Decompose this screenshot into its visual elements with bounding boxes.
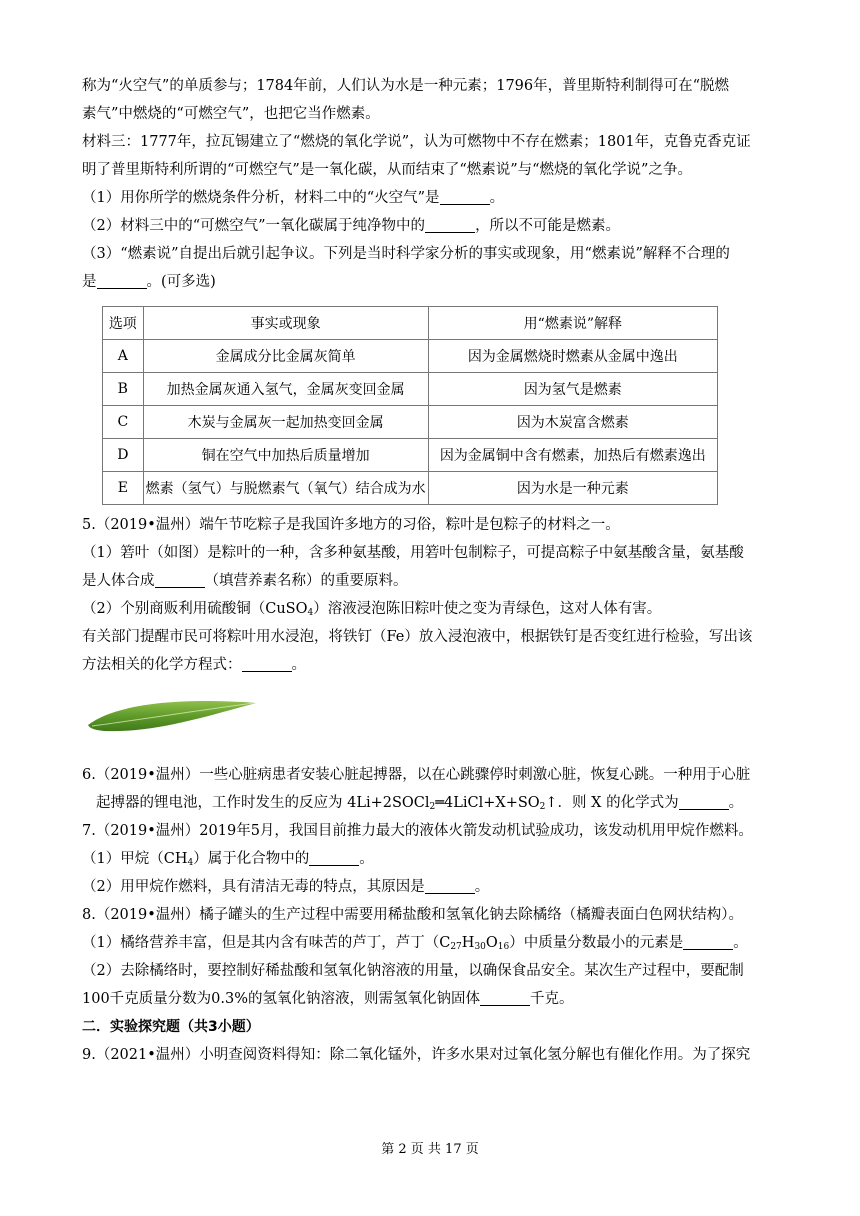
subscript: 2 <box>539 802 546 812</box>
answer-blank[interactable] <box>425 216 475 233</box>
question-text: （2）材料三中的“可燃空气”一氧化碳属于纯净物中的 <box>82 218 426 234</box>
table-row <box>103 406 718 439</box>
question-text: 千克。 <box>530 991 574 1007</box>
question-8-2-cont <box>82 985 782 1013</box>
answer-blank[interactable] <box>480 989 530 1006</box>
table-row <box>103 340 718 373</box>
question-text: 100千克质量分数为0.3%的氢氧化钠溶液，则需氢氧化钠固体 <box>82 991 481 1007</box>
subscript: 30 <box>474 942 486 952</box>
question-text: ═4LiCl+X+SO <box>435 795 540 811</box>
question-text: 。 <box>733 935 748 951</box>
subscript: 2 <box>429 802 436 812</box>
question-text: ）中质量分数最小的元素是 <box>509 935 684 951</box>
question-text: （2）用甲烷作燃料，具有清洁无毒的特点，其原因是 <box>82 879 425 895</box>
question-text: （1）用你所学的燃烧条件分析，材料二中的“火空气”是 <box>82 190 440 206</box>
page-content <box>82 72 782 1069</box>
question-8-1 <box>82 929 782 957</box>
table-header: 事实或现象 <box>143 307 428 340</box>
table-cell: 燃素（氢气）与脱燃素气（氧气）结合成为水 <box>143 472 428 505</box>
question-7-1 <box>82 845 782 873</box>
answer-blank[interactable] <box>683 933 733 950</box>
table-cell: 铜在空气中加热后质量增加 <box>143 439 428 472</box>
question-5-1-cont <box>82 567 782 595</box>
page-footer: 第 2 页 共 17 页 <box>381 1142 479 1157</box>
subscript: 4 <box>187 858 194 868</box>
leaf-image <box>84 689 264 739</box>
question-text: （1）橘络营养丰富，但是其内含有味苦的芦丁，芦丁（C <box>82 935 451 951</box>
question-text: 是人体合成 <box>82 573 155 589</box>
question-text: 。 <box>291 657 306 673</box>
table-cell: A <box>103 340 144 373</box>
table-cell: 因为水是一种元素 <box>428 472 717 505</box>
answer-blank[interactable] <box>242 655 292 672</box>
table-cell: D <box>103 439 144 472</box>
question-text: 。 <box>489 190 505 206</box>
table-cell: 木炭与金属灰一起加热变回金属 <box>143 406 428 439</box>
table-header: 选项 <box>103 307 144 340</box>
question-5-1: （1）箬叶（如图）是粽叶的一种，含多种氨基酸，用箬叶包制粽子，可提高粽子中氨基酸含量，氨基酸 <box>82 545 744 561</box>
question-7-2 <box>82 873 782 901</box>
answer-blank[interactable] <box>155 571 205 588</box>
question-5-2 <box>82 595 782 623</box>
question-4-3-cont <box>82 268 782 296</box>
question-text: （填营养素名称）的重要原料。 <box>204 573 408 589</box>
question-8-stem: 8.（2019•温州）橘子罐头的生产过程中需要用稀盐酸和氢氧化钠去除橘络（橘瓣表面白色网状结构）。 <box>82 907 744 923</box>
question-4-3: （3）“燃素说”自提出后就引起争议。下列是当时科学家分析的事实或现象，用“燃素说”解释不合理的 <box>82 246 730 262</box>
table-cell: 因为金属铜中含有燃素，加热后有燃素逸出 <box>428 439 717 472</box>
question-4-2 <box>82 212 782 240</box>
answer-blank[interactable] <box>440 188 490 205</box>
subscript: 16 <box>497 942 510 952</box>
table-cell: 因为金属燃烧时燃素从金属中逸出 <box>428 340 717 373</box>
question-9-stem: 9.（2021•温州）小明查阅资料得知：除二氧化锰外，许多水果对过氧化氢分解也有催化作用。为了探究 <box>82 1047 751 1063</box>
question-5-2-cont: 有关部门提醒市民可将粽叶用水浸泡，将铁钉（Fe）放入浸泡液中，根据铁钉是否变红进行检验，写出该 <box>82 629 753 645</box>
question-text: 起搏器的锂电池，工作时发生的反应为 4Li+2SOCl <box>96 795 430 811</box>
question-text: 。 <box>474 879 490 895</box>
answer-blank[interactable] <box>425 877 475 894</box>
table-cell: E <box>103 472 144 505</box>
question-text: ↑．则 X 的化学式为 <box>545 795 679 811</box>
question-text: 。(可多选) <box>146 274 216 290</box>
text-line: 素气”中燃烧的“可燃空气”，也把它当作燃素。 <box>82 106 380 122</box>
table-cell: 金属成分比金属灰简单 <box>143 340 428 373</box>
question-5-stem: 5.（2019•温州）端午节吃粽子是我国许多地方的习俗，粽叶是包粽子的材料之一。 <box>82 517 620 533</box>
table-header: 用“燃素说”解释 <box>428 307 717 340</box>
question-text: 。 <box>728 795 744 811</box>
question-5-2-end <box>82 651 782 679</box>
question-text: ）溶液浸泡陈旧粽叶使之变为青绿色，这对人体有害。 <box>313 601 662 617</box>
table-cell: 加热金属灰通入氢气，金属灰变回金属 <box>143 373 428 406</box>
table-cell: B <box>103 373 144 406</box>
question-text: O <box>485 935 498 951</box>
text-line: 材料三：1777年，拉瓦锡建立了“燃烧的氧化学说”，认为可燃物中不存在燃素；1801年，克鲁克香克证 <box>82 134 751 150</box>
bamboo-leaf-figure <box>82 687 782 751</box>
question-text: 。 <box>359 851 374 867</box>
question-7-stem: 7.（2019•温州）2019年5月，我国目前推力最大的液体火箭发动机试验成功，该发动机用甲烷作燃料。 <box>82 823 753 839</box>
table-cell: 因为氢气是燃素 <box>428 373 717 406</box>
table-header-row <box>103 307 718 340</box>
table-row <box>103 472 718 505</box>
question-text: 方法相关的化学方程式： <box>82 657 242 673</box>
question-4-1 <box>82 184 782 212</box>
subscript: 27 <box>450 942 462 952</box>
answer-blank[interactable] <box>309 849 359 866</box>
question-text: ）属于化合物中的 <box>193 851 310 867</box>
phlogiston-table <box>102 306 718 505</box>
text-line: 称为“火空气”的单质参与；1784年前，人们认为水是一种元素；1796年，普里斯特利制得可在“脱燃 <box>82 78 730 94</box>
table-cell: 因为木炭富含燃素 <box>428 406 717 439</box>
question-8-2: （2）去除橘络时，要控制好稀盐酸和氢氧化钠溶液的用量，以确保食品安全。某次生产过程中，要配制 <box>82 963 744 979</box>
section-heading: 二．实验探究题（共3小题） <box>82 1019 260 1035</box>
question-6-cont <box>82 789 782 817</box>
question-text: （2）个别商贩利用硫酸铜（CuSO <box>82 601 308 617</box>
question-text: H <box>461 935 475 951</box>
subscript: 4 <box>307 608 314 618</box>
text-line: 明了普里斯特利所谓的“可燃空气”是一氧化碳，从而结束了“燃素说”与“燃烧的氧化学说”之争。 <box>82 162 692 178</box>
question-text: ，所以不可能是燃素。 <box>475 218 621 234</box>
question-text: 是 <box>82 274 97 290</box>
answer-blank[interactable] <box>679 793 729 810</box>
table-row <box>103 439 718 472</box>
answer-blank[interactable] <box>97 272 147 289</box>
table-row <box>103 373 718 406</box>
table-cell: C <box>103 406 144 439</box>
question-6-stem: 6.（2019•温州）一些心脏病患者安装心脏起搏器，以在心跳骤停时刺激心脏，恢复心跳。一种用于心脏 <box>82 767 751 783</box>
question-text: （1）甲烷（CH <box>82 851 188 867</box>
